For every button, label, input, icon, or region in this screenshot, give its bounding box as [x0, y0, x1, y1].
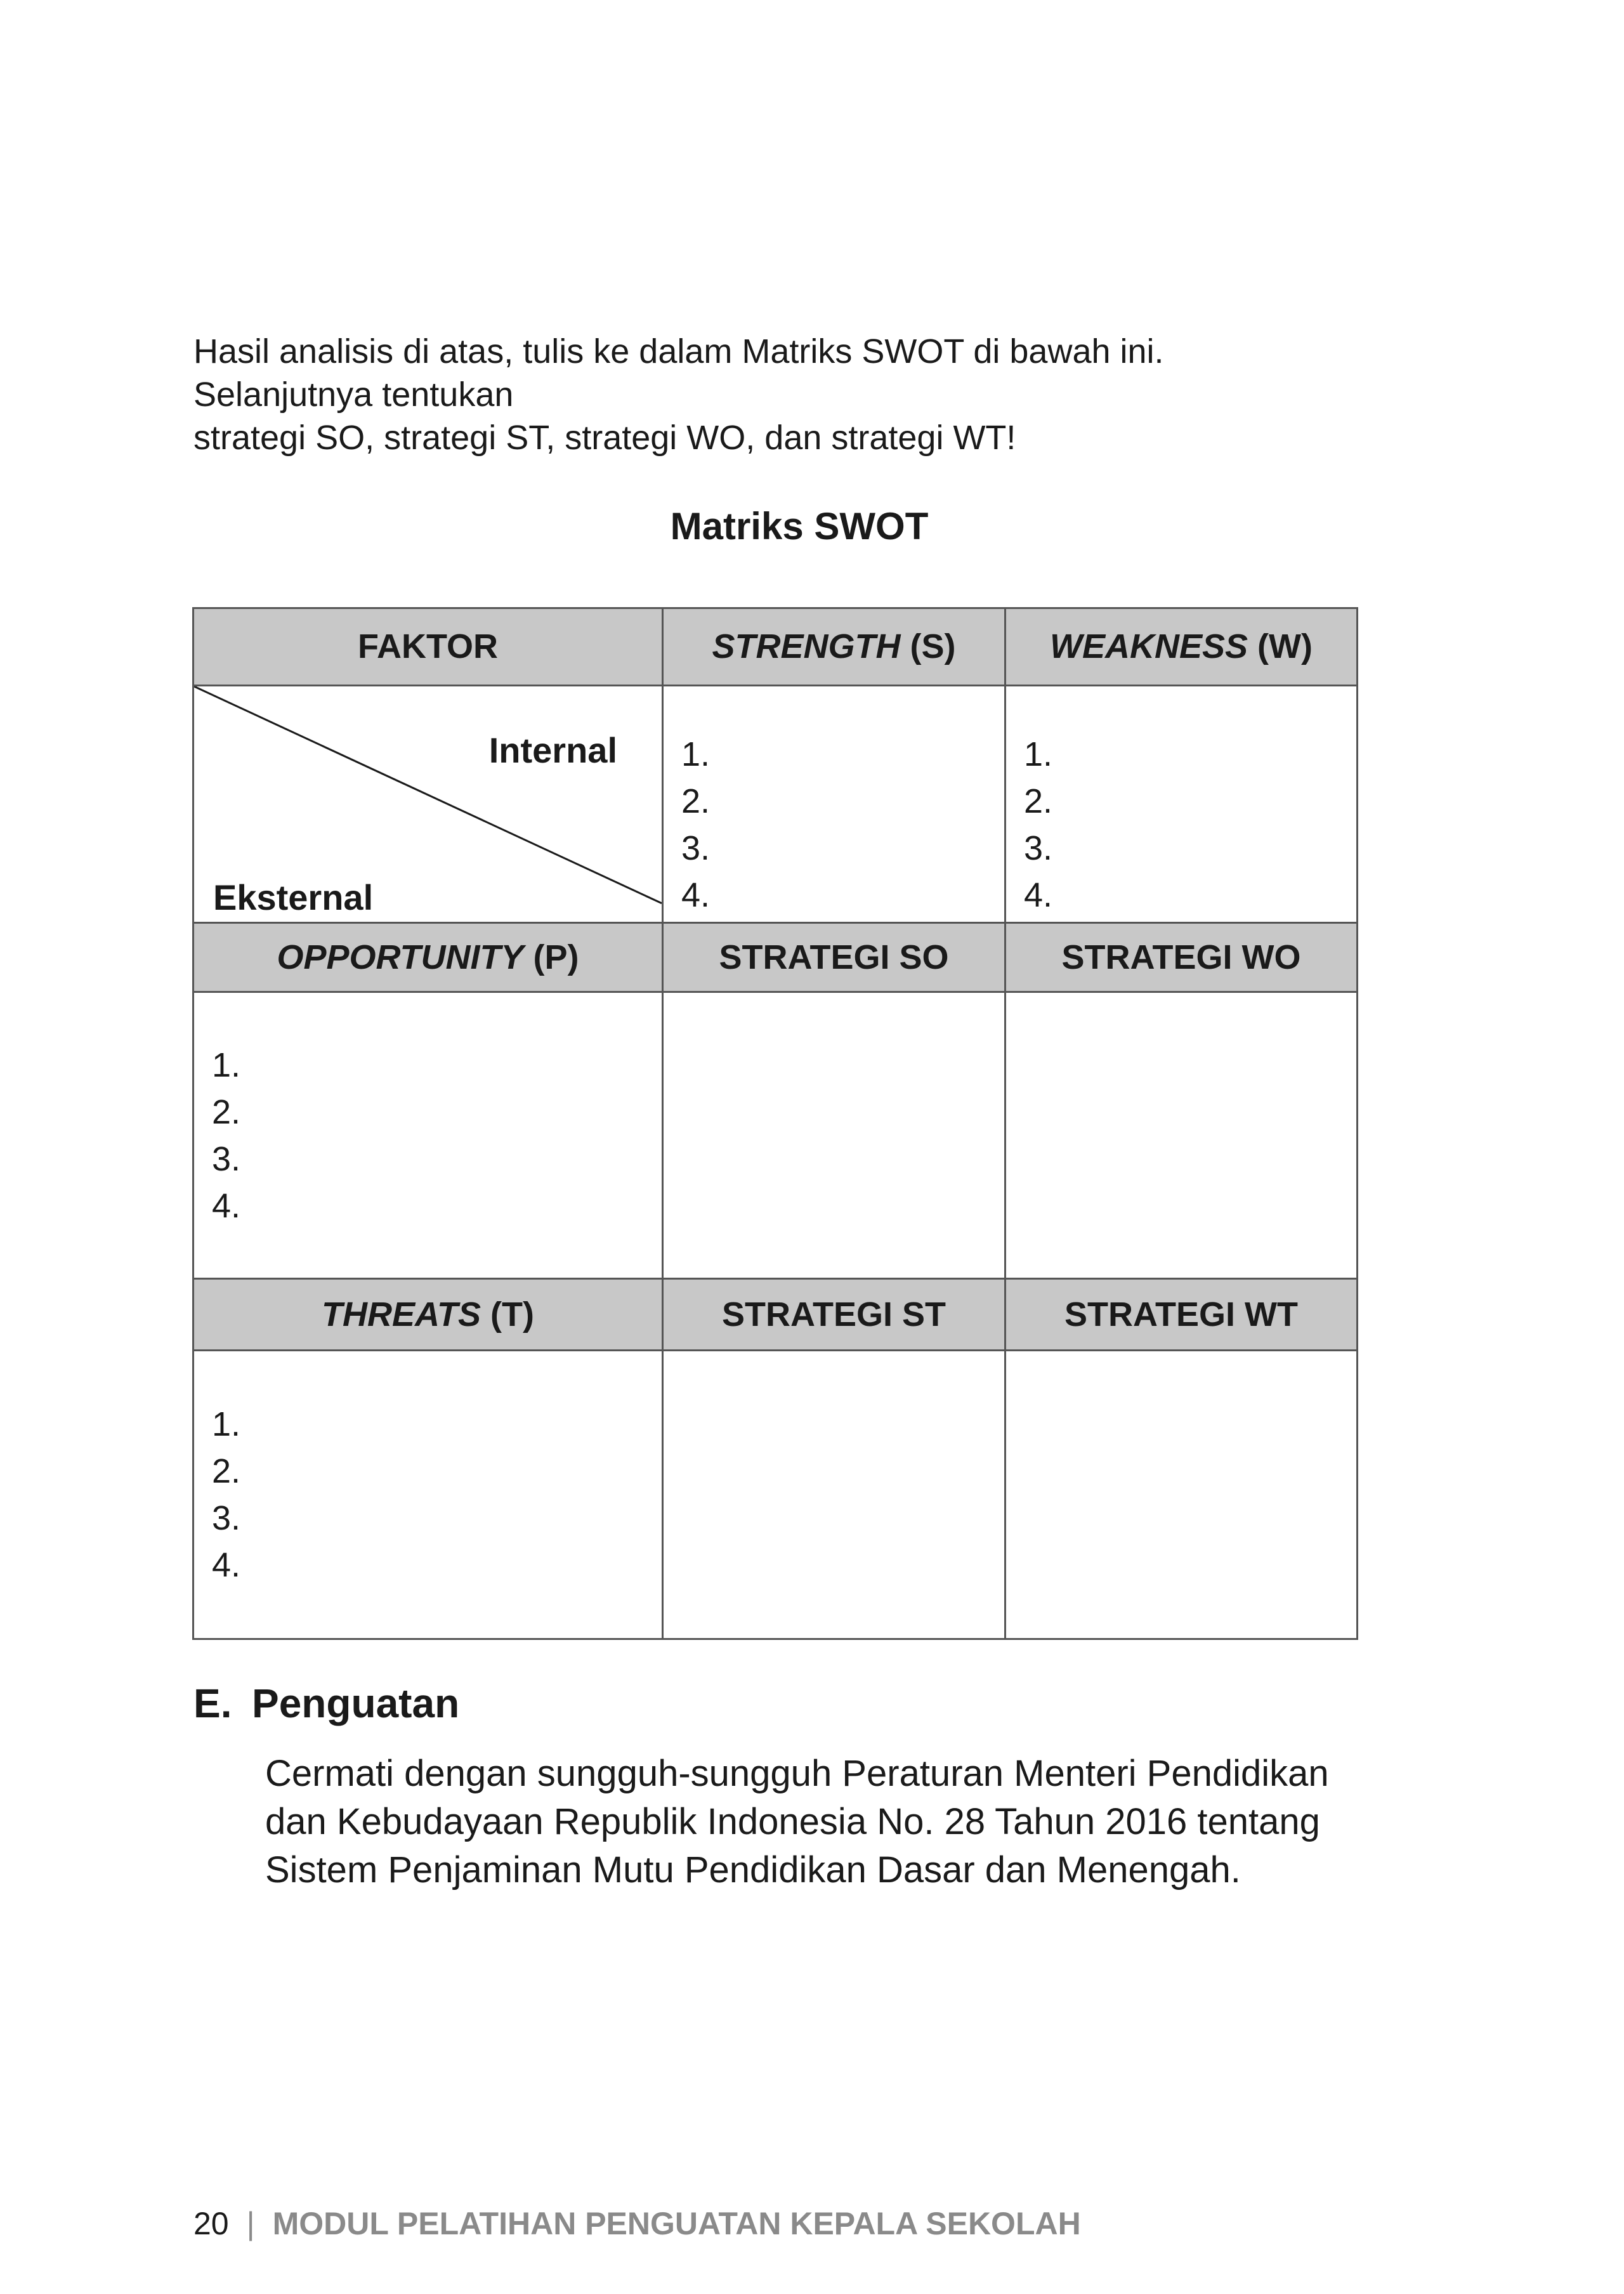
strength-list-cell: [663, 685, 1005, 923]
opportunity-code: (P): [523, 938, 579, 977]
threats-item-4: 4.: [212, 1545, 241, 1584]
header-faktor: [193, 608, 663, 686]
section-e-line-3: Sistem Penjaminan Mutu Pendidikan Dasar dan Menengah.: [265, 1849, 1241, 1891]
page-footer: [193, 2205, 1081, 2242]
weakness-code: (W): [1248, 627, 1313, 666]
opportunity-item-4: 4.: [212, 1186, 241, 1225]
opportunity-item-1: 1.: [212, 1045, 241, 1084]
opportunity-list: [194, 1042, 662, 1229]
opportunity-item-2: 2.: [212, 1092, 241, 1131]
strength-item-1: 1.: [681, 735, 710, 773]
header-row: [193, 608, 1358, 686]
strategi-so-label: STRATEGI SO: [719, 938, 949, 977]
weakness-term: WEAKNESS: [1050, 627, 1248, 666]
weakness-item-4: 4.: [1024, 875, 1053, 914]
threats-code: (T): [481, 1295, 534, 1334]
threats-header-row: [193, 1279, 1358, 1351]
weakness-item-2: 2.: [1024, 782, 1053, 820]
opportunity-item-3: 3.: [212, 1139, 241, 1178]
module-title: MODUL PELATIHAN PENGUATAN KEPALA SEKOLAH: [272, 2206, 1081, 2241]
intro-paragraph: [193, 330, 1399, 459]
strength-code: (S): [900, 627, 956, 666]
swot-matrix-table: [192, 607, 1358, 1640]
header-strategi-wo: [1005, 923, 1358, 992]
strength-term: STRENGTH: [712, 627, 901, 666]
intro-line-3: strategi SO, strategi ST, strategi WO, dan strategi WT!: [193, 419, 1016, 457]
strength-item-4: 4.: [681, 875, 710, 914]
header-threats: [193, 1279, 663, 1351]
weakness-list-cell: [1005, 685, 1358, 923]
header-strategi-so: [663, 923, 1005, 992]
strategi-st-cell[interactable]: [663, 1350, 1005, 1639]
opportunity-header-row: [193, 923, 1358, 992]
header-strength: [663, 608, 1005, 686]
diagonal-cell: [193, 685, 663, 923]
header-faktor-label: FAKTOR: [357, 627, 498, 666]
internal-items-row: [193, 685, 1358, 923]
eksternal-label: Eksternal: [213, 877, 374, 918]
weakness-item-1: 1.: [1024, 735, 1053, 773]
strength-item-2: 2.: [681, 782, 710, 820]
section-e-line-2: dan Kebudayaan Republik Indonesia No. 28 Tahun 2016 tentang: [265, 1801, 1320, 1842]
section-e-line-1: Cermati dengan sungguh-sungguh Peraturan Menteri Pendidikan: [265, 1753, 1329, 1794]
strength-list: [664, 686, 1004, 919]
threats-item-1: 1.: [212, 1405, 241, 1443]
header-strategi-wt: [1005, 1279, 1358, 1351]
matrix-title: Matriks SWOT: [670, 505, 929, 547]
section-e-paragraph: [265, 1750, 1382, 1894]
threats-list: [194, 1401, 662, 1589]
threats-item-2: 2.: [212, 1452, 241, 1490]
footer-separator: |: [246, 2206, 255, 2241]
header-weakness: [1005, 608, 1358, 686]
section-e-title: Penguatan: [252, 1681, 460, 1726]
strategi-so-cell[interactable]: [663, 992, 1005, 1279]
intro-line-2: Selanjutnya tentukan: [193, 376, 514, 414]
strategi-wt-label: STRATEGI WT: [1064, 1295, 1298, 1334]
threats-list-cell: [193, 1350, 663, 1639]
opportunity-list-cell: [193, 992, 663, 1279]
header-strategi-st: [663, 1279, 1005, 1351]
threats-term: THREATS: [322, 1295, 481, 1334]
strength-item-3: 3.: [681, 829, 710, 867]
header-opportunity: [193, 923, 663, 992]
opportunity-items-row: [193, 992, 1358, 1279]
threats-items-row: [193, 1350, 1358, 1639]
strategi-wo-cell[interactable]: [1005, 992, 1358, 1279]
opportunity-term: OPPORTUNITY: [277, 938, 524, 977]
internal-label: Internal: [488, 730, 617, 770]
strategi-wt-cell[interactable]: [1005, 1350, 1358, 1639]
section-e-heading: [193, 1680, 459, 1727]
page-number: 20: [193, 2206, 229, 2241]
threats-item-3: 3.: [212, 1498, 241, 1537]
weakness-list: [1006, 686, 1356, 919]
section-e-letter: E.: [193, 1681, 232, 1726]
weakness-item-3: 3.: [1024, 829, 1053, 867]
strategi-wo-label: STRATEGI WO: [1061, 938, 1301, 977]
intro-line-1: Hasil analisis di atas, tulis ke dalam Matriks SWOT di bawah ini.: [193, 332, 1164, 370]
strategi-st-label: STRATEGI ST: [721, 1295, 946, 1334]
